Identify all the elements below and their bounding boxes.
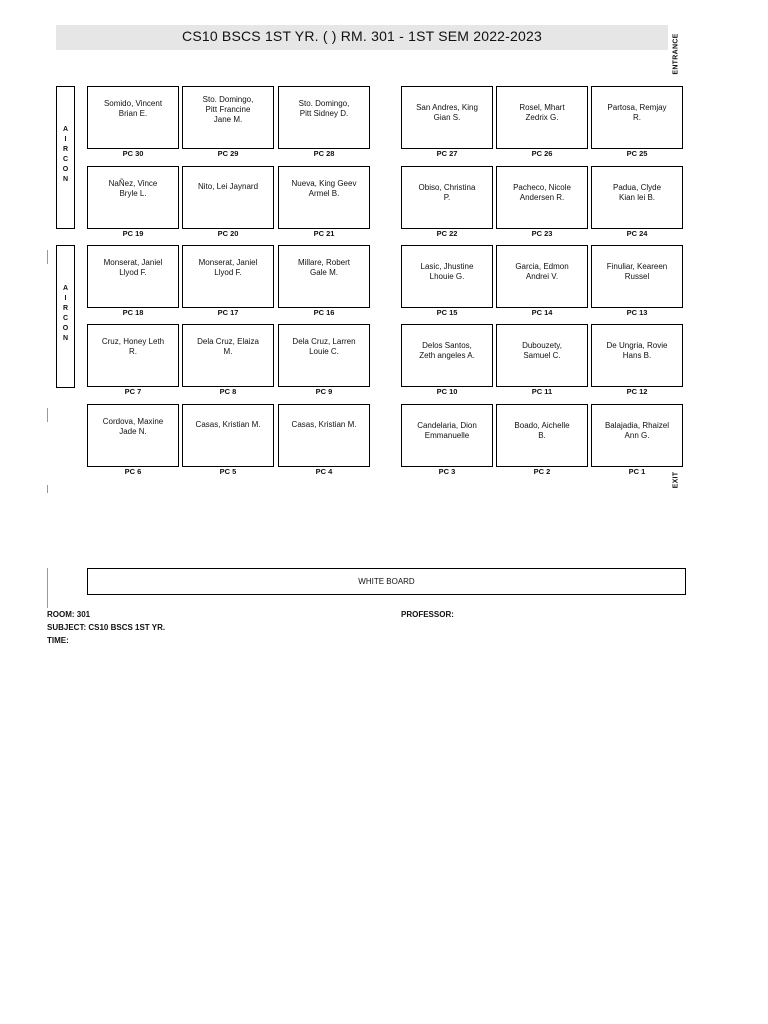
student-name: Garcia, Edmon Andrei V. [515, 262, 569, 281]
seat-card [401, 404, 493, 467]
student-name: NaÑez, Vince Bryle L. [108, 179, 158, 198]
student-name: Monserat, Janiel Llyod F. [103, 258, 163, 277]
student-name: Sto. Domingo, Pitt Francine Jane M. [202, 95, 254, 124]
seat-card [591, 245, 683, 308]
student-name: Delos Santos, Zeth angeles A. [419, 341, 475, 360]
pc-label: PC 26 [531, 149, 553, 158]
aircon-letter: A [62, 126, 69, 133]
pc-label: PC 7 [124, 387, 142, 396]
seat-card [401, 166, 493, 229]
pc-label: PC 27 [436, 149, 458, 158]
student-name: Sto. Domingo, Pitt Sidney D. [298, 99, 350, 118]
seat-card [278, 245, 370, 308]
seat-card [87, 404, 179, 467]
seat-card [401, 324, 493, 387]
pc-label: PC 29 [217, 149, 239, 158]
student-name: Lasic, Jhustine Lhouie G. [420, 262, 474, 281]
pc-label: PC 12 [626, 387, 648, 396]
page-title: CS10 BSCS 1ST YR. ( ) RM. 301 - 1ST SEM 2022-2023 [56, 25, 668, 50]
pc-label: PC 23 [531, 229, 553, 238]
student-name: Somido, Vincent Brian E. [103, 99, 163, 118]
professor-info: PROFESSOR: [401, 610, 454, 619]
aircon-letter: R [62, 146, 69, 153]
pc-label: PC 15 [436, 308, 458, 317]
student-name: Padua, Clyde Kian lei B. [612, 183, 662, 202]
seat-card [278, 86, 370, 149]
seat-card [496, 166, 588, 229]
seat-card [401, 86, 493, 149]
aircon-letter: R [62, 305, 69, 312]
seat-card [278, 166, 370, 229]
pc-label: PC 17 [217, 308, 239, 317]
seat-card [182, 324, 274, 387]
wall-mark [47, 250, 48, 264]
seat-card [278, 324, 370, 387]
student-name: Boado, Aichelle B. [514, 421, 570, 440]
student-name: Nueva, King Geev Armel B. [291, 179, 357, 198]
aircon-letter: O [62, 325, 69, 332]
pc-label: PC 19 [122, 229, 144, 238]
seat-card [87, 166, 179, 229]
student-name: Nito, Lei Jaynard [197, 182, 259, 191]
student-name: De Ungria, Rovie Hans B. [606, 341, 668, 360]
seat-card [496, 245, 588, 308]
pc-label: PC 1 [628, 467, 646, 476]
student-name: Finuliar, Keareen Russel [606, 262, 668, 281]
aircon-letter: N [62, 176, 69, 183]
pc-label: PC 8 [219, 387, 237, 396]
student-name: Dela Cruz, Elaiza M. [197, 337, 259, 356]
pc-label: PC 22 [436, 229, 458, 238]
student-name: San Andres, King Gian S. [416, 103, 478, 122]
pc-label: PC 25 [626, 149, 648, 158]
seat-card [182, 86, 274, 149]
aircon-unit-bottom [56, 245, 75, 388]
student-name: Obiso, Christina P. [418, 183, 476, 202]
seat-card [182, 404, 274, 467]
seat-card [496, 86, 588, 149]
time-info: TIME: [47, 636, 69, 645]
pc-label: PC 5 [219, 467, 237, 476]
seat-card [591, 166, 683, 229]
pc-label: PC 16 [313, 308, 335, 317]
student-name: Millare, Robert Gale M. [297, 258, 350, 277]
subject-info: SUBJECT: CS10 BSCS 1ST YR. [47, 623, 166, 632]
student-name: Pacheco, Nicole Andersen R. [513, 183, 571, 202]
pc-label: PC 3 [438, 467, 456, 476]
seat-card [591, 324, 683, 387]
seat-card [591, 86, 683, 149]
pc-label: PC 13 [626, 308, 648, 317]
room-info: ROOM: 301 [47, 610, 91, 619]
student-name: Balajadia, Rhaizel Ann G. [604, 421, 670, 440]
wall-mark [47, 408, 48, 422]
student-name: Candelaria, Dion Emmanuelle [417, 421, 477, 440]
student-name: Cruz, Honey Leth R. [101, 337, 165, 356]
wall-mark [47, 485, 48, 493]
seat-card [401, 245, 493, 308]
aircon-letter: C [62, 156, 69, 163]
whiteboard: WHITE BOARD [87, 568, 686, 595]
seat-card [182, 245, 274, 308]
seat-card [182, 166, 274, 229]
student-name: Cordova, Maxine Jade N. [102, 417, 164, 436]
seat-card [496, 404, 588, 467]
aircon-letter: N [62, 335, 69, 342]
seat-card [278, 404, 370, 467]
student-name: Casas, Kristian M. [291, 420, 357, 429]
pc-label: PC 30 [122, 149, 144, 158]
aircon-letter: I [64, 136, 67, 143]
exit-label: EXIT [672, 471, 680, 489]
wall-mark [47, 568, 48, 608]
pc-label: PC 2 [533, 467, 551, 476]
pc-label: PC 18 [122, 308, 144, 317]
student-name: Dela Cruz, Larren Louie C. [292, 337, 356, 356]
pc-label: PC 28 [313, 149, 335, 158]
seat-card [496, 324, 588, 387]
pc-label: PC 14 [531, 308, 553, 317]
aircon-letter: O [62, 166, 69, 173]
pc-label: PC 9 [315, 387, 333, 396]
seat-card [591, 404, 683, 467]
pc-label: PC 6 [124, 467, 142, 476]
seat-card [87, 245, 179, 308]
pc-label: PC 24 [626, 229, 648, 238]
pc-label: PC 11 [531, 387, 553, 396]
student-name: Dubouzety, Samuel C. [522, 341, 562, 360]
pc-label: PC 21 [313, 229, 335, 238]
pc-label: PC 4 [315, 467, 333, 476]
pc-label: PC 20 [217, 229, 239, 238]
seat-card [87, 86, 179, 149]
student-name: Partosa, Remjay R. [607, 103, 667, 122]
aircon-unit-top [56, 86, 75, 229]
aircon-letter: I [64, 295, 67, 302]
student-name: Rosel, Mhart Zedrix G. [519, 103, 565, 122]
aircon-letter: A [62, 285, 69, 292]
aircon-letter: C [62, 315, 69, 322]
entrance-label: ENTRANCE [672, 33, 680, 75]
student-name: Casas, Kristian M. [195, 420, 261, 429]
pc-label: PC 10 [436, 387, 458, 396]
student-name: Monserat, Janiel Llyod F. [198, 258, 258, 277]
seat-card [87, 324, 179, 387]
